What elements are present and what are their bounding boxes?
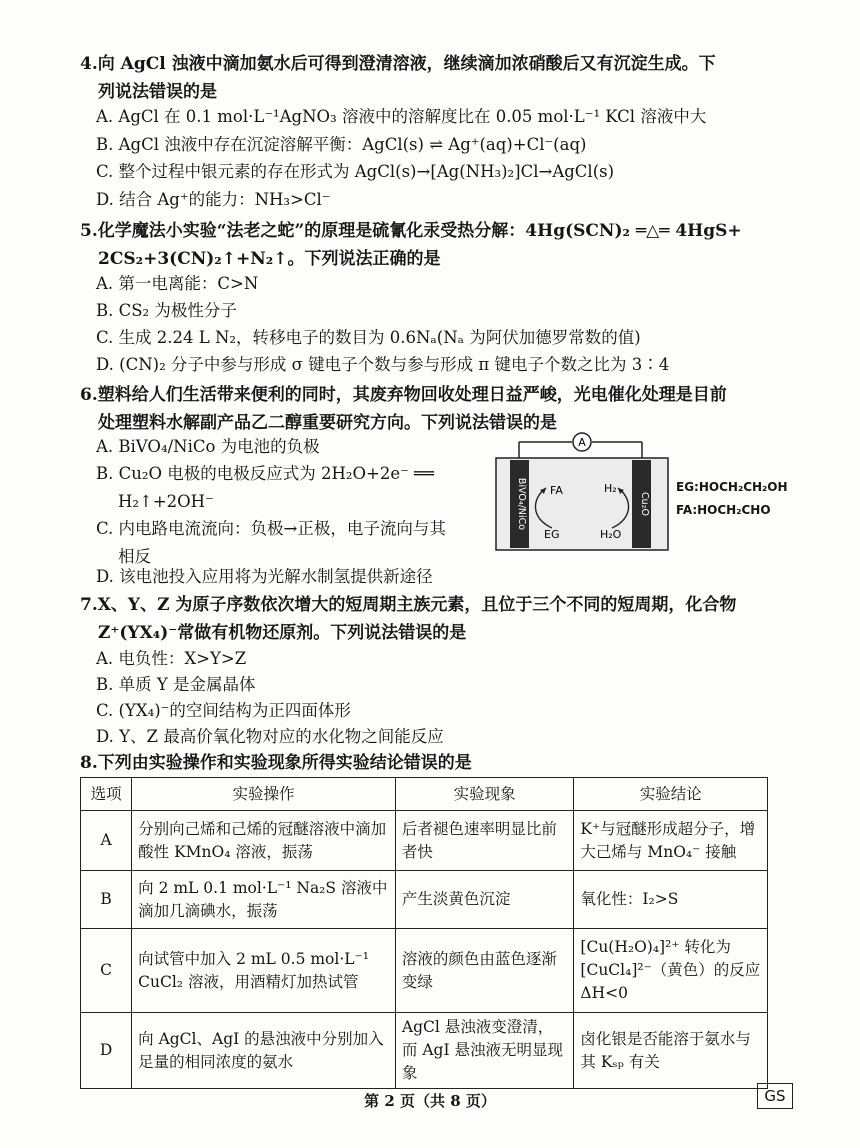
row-conclusion: 氧化性：I₂>S	[574, 871, 768, 929]
question-6-option-b-line1: B. Cu₂O 电极的电极反应式为 2H₂O+2e⁻ ══	[96, 464, 434, 483]
question-7-stem-line1: 7.X、Y、Z 为原子序数依次增大的短周期主族元素，且位于三个不同的短周期，化合物	[80, 595, 737, 615]
question-7-option-a: A. 电负性：X>Y>Z	[96, 649, 247, 668]
question-6-option-b	[96, 460, 434, 516]
row-option: D	[81, 1013, 132, 1089]
row-operation: 分别向己烯和己烯的冠醚溶液中滴加酸性 KMnO₄ 溶液，振荡	[132, 811, 396, 871]
row-conclusion: K⁺与冠醚形成超分子，增大己烯与 MnO₄⁻ 接触	[574, 811, 768, 871]
question-5-option-a: A. 第一电离能：C>N	[96, 274, 259, 293]
question-6-option-b-line2: H₂↑+2OH⁻	[118, 492, 214, 511]
table-row	[81, 811, 768, 871]
question-5-stem	[80, 217, 780, 273]
question-6-stem-line1: 6.塑料给人们生活带来便利的同时，其废弃物回收处理日益严峻，光电催化处理是目前	[80, 385, 727, 405]
legend-eg: EG:HOCH₂CH₂OH	[676, 480, 788, 494]
question-6-stem-line2: 处理塑料水解副产品乙二醇重要研究方向。下列说法错误的是	[98, 413, 557, 433]
table-row	[81, 871, 768, 929]
row-operation: 向 AgCl、AgI 的悬浊液中分别加入足量的相同浓度的氨水	[132, 1013, 396, 1089]
question-4-option-c: C. 整个过程中银元素的存在形式为 AgCl(s)→[Ag(NH₃)₂]Cl→AgCl(s)	[96, 162, 615, 181]
row-phenomenon: 后者褪色速率明显比前者快	[395, 811, 574, 871]
question-6-option-c-line2: 相反	[118, 547, 151, 566]
question-7-stem	[80, 591, 780, 647]
question-5-stem-line2: 2CS₂+3(CN)₂↑+N₂↑。下列说法正确的是	[98, 249, 441, 269]
header-operation: 实验操作	[132, 778, 396, 811]
question-8-stem	[80, 749, 780, 777]
experiment-table	[80, 777, 768, 1089]
question-4-stem	[80, 50, 780, 106]
question-4-stem-line2: 列说法错误的是	[98, 82, 217, 102]
question-5-option-c: C. 生成 2.24 L N₂，转移电子的数目为 0.6Nₐ(Nₐ 为阿伏加德罗常数的值)	[96, 328, 641, 347]
row-option: B	[81, 871, 132, 929]
row-phenomenon: 溶液的颜色由蓝色逐渐变绿	[395, 929, 574, 1013]
question-7-stem-line2: Z⁺(YX₄)⁻常做有机物还原剂。下列说法错误的是	[98, 623, 467, 643]
question-5-option-d: D. (CN)₂ 分子中参与形成 σ 键电子个数与参与形成 π 键电子个数之比为 3∶4	[96, 355, 670, 374]
question-4-option-a: A. AgCl 在 0.1 mol·L⁻¹AgNO₃ 溶液中的溶解度比在 0.05 mol·L⁻¹ KCl 溶液中大	[96, 107, 707, 126]
row-phenomenon: AgCl 悬浊液变澄清，而 AgI 悬浊液无明显现象	[395, 1013, 574, 1089]
header-conclusion: 实验结论	[574, 778, 768, 811]
row-option: A	[81, 811, 132, 871]
fa-label: FA	[550, 484, 563, 497]
table-row	[81, 1013, 768, 1089]
row-conclusion: 卤化银是否能溶于氨水与其 Kₛₚ 有关	[574, 1013, 768, 1089]
eg-label: EG	[544, 528, 560, 541]
gs-badge: GS	[757, 1083, 793, 1109]
row-conclusion: [Cu(H₂O)₄]²⁺ 转化为 [CuCl₄]²⁻（黄色）的反应 ΔH<0	[574, 929, 768, 1013]
question-7-option-c: C. (YX₄)⁻的空间结构为正四面体形	[96, 701, 351, 720]
question-4-option-b: B. AgCl 浊液中存在沉淀溶解平衡：AgCl(s) ⇌ Ag⁺(aq)+Cl⁻(aq)	[96, 135, 587, 154]
ammeter-label: A	[578, 436, 586, 449]
row-phenomenon: 产生淡黄色沉淀	[395, 871, 574, 929]
header-phenomenon: 实验现象	[395, 778, 574, 811]
question-6-option-c-line1: C. 内电路电流流向：负极→正极，电子流向与其	[96, 519, 446, 538]
page-number: 第 2 页（共 8 页）	[364, 1092, 496, 1110]
question-8-stem-line: 8.下列由实验操作和实验现象所得实验结论错误的是	[80, 753, 472, 773]
table-header-row	[81, 778, 768, 811]
question-6-option-a: A. BiVO₄/NiCo 为电池的负极	[96, 437, 320, 456]
right-electrode-label: Cu₂O	[639, 492, 650, 516]
header-option: 选项	[81, 778, 132, 811]
h2-label: H₂	[604, 482, 617, 495]
question-5-stem-line1: 5.化学魔法小实验“法老之蛇”的原理是硫氰化汞受热分解：4Hg(SCN)₂ ═△═ 4HgS+	[80, 221, 742, 241]
question-7-option-d: D. Y、Z 最高价氧化物对应的水化物之间能反应	[96, 727, 444, 746]
question-5-option-b: B. CS₂ 为极性分子	[96, 301, 237, 320]
left-electrode-label: BiVO₄/NiCo	[516, 477, 527, 531]
question-4-stem-line1: 4.向 AgCl 浊液中滴加氨水后可得到澄清溶液，继续滴加浓硝酸后又有沉淀生成。下	[80, 54, 716, 74]
h2o-label: H₂O	[600, 528, 622, 541]
legend-fa: FA:HOCH₂CHO	[676, 503, 771, 517]
row-operation: 向试管中加入 2 mL 0.5 mol·L⁻¹ CuCl₂ 溶液，用酒精灯加热试管	[132, 929, 396, 1013]
question-4-option-d: D. 结合 Ag⁺的能力：NH₃>Cl⁻	[96, 190, 331, 209]
table-row	[81, 929, 768, 1013]
question-6-option-d: D. 该电池投入应用将为光解水制氢提供新途径	[96, 567, 433, 586]
row-operation: 向 2 mL 0.1 mol·L⁻¹ Na₂S 溶液中滴加几滴碘水，振荡	[132, 871, 396, 929]
row-option: C	[81, 929, 132, 1013]
question-7-option-b: B. 单质 Y 是金属晶体	[96, 675, 256, 694]
